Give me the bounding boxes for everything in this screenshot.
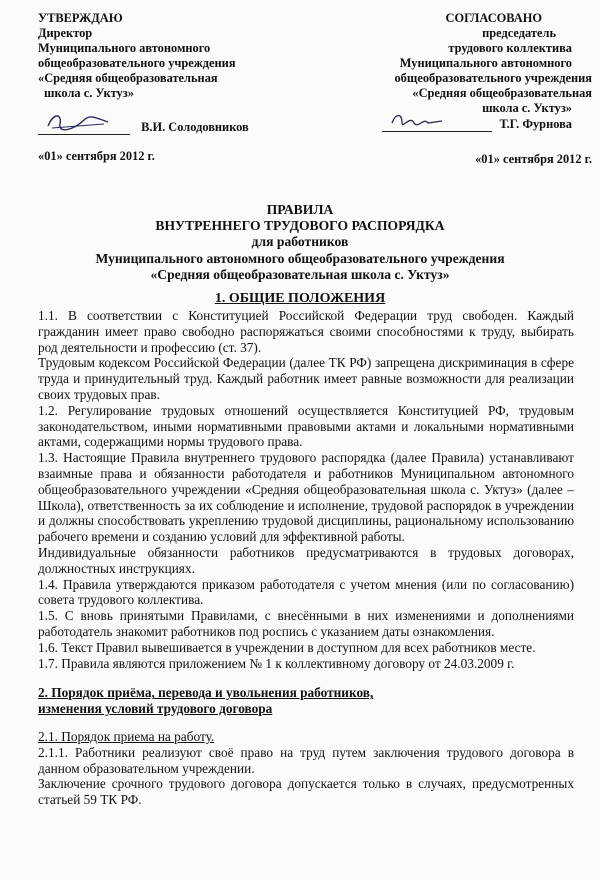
paragraph: Заключение срочного трудового договора допускается только в случаях, предусмотренных статьей 59 ТК РФ. — [38, 776, 574, 808]
signature-scribble-icon — [388, 109, 448, 131]
paragraph: Трудовым кодексом Российской Федерации (далее ТК РФ) запрещена дискриминация в сфере труда и принудительный труд. Каждый работник имеет равные возможности для реализации своих трудовых прав. — [38, 355, 574, 402]
approval-org-line: общеобразовательного учреждения — [38, 56, 236, 70]
agreement-org-line: «Средняя общеобразовательная — [412, 86, 592, 100]
paragraph: 1.7. Правила являются приложением № 1 к коллективному договору от 24.03.2009 г. — [38, 655, 515, 671]
agreement-org-line: Муниципального автономного — [399, 56, 572, 70]
approval-org-line: «Средняя общеобразовательная — [38, 71, 218, 85]
approval-heading: УТВЕРЖДАЮ — [38, 11, 123, 25]
paragraph: 2.1.1. Работники реализуют своё право на труд путем заключения трудового договора в данном образовательном учреждении. — [38, 744, 574, 776]
title-line: ВНУТРЕННЕГО ТРУДОВОГО РАСПОРЯДКА — [155, 218, 445, 234]
title-line: для работников — [251, 234, 349, 250]
agreement-org-line: школа с. Уктуз» — [482, 101, 572, 115]
chair-signature — [382, 117, 492, 132]
paragraph: 1.2. Регулирование трудовых отношений осуществляется Конституцией РФ, трудовым законодательством, иными нормативными правовыми актами и локальными нормативными актами, содержащими нормы трудового права. — [38, 402, 574, 450]
paragraph: 1.3. Настоящие Правила внутреннего трудового распорядка (далее Правила) устанавливают взаимные права и обязанности работодателя и работников Муниципальном автономного общеобразовательного учреждении «Средняя общеобразовательная школа с. Уктуз» (далее – Школа), ответственность за их соблюдение и исполнение, трудовой распорядок в учреждении и должны способствовать укреплению трудовой дисциплины, рациональному использованию рабочего времени и созданию условий для эффективной работы. — [38, 450, 574, 545]
agreement-block — [330, 11, 592, 167]
approval-date: «01» сентября 2012 г. — [38, 149, 155, 163]
agreement-org-line: общеобразовательного учреждения — [394, 71, 592, 85]
section-1-heading: 1. ОБЩИЕ ПОЛОЖЕНИЯ — [214, 291, 386, 306]
title-line: Муниципального автономного общеобразовательного учреждения — [95, 250, 505, 266]
title-line: «Средняя общеобразовательная школа с. Уктуз» — [150, 266, 450, 282]
agreement-position: председатель — [482, 26, 556, 40]
paragraph: Индивидуальные обязанности работников предусматриваются в трудовых договорах, должностных инструкциях. — [38, 544, 574, 576]
approval-block — [38, 11, 288, 164]
section-2-heading: 2. Порядок приёма, перевода и увольнения работников, изменения условий трудового договора — [38, 685, 374, 717]
approval-org-line: Муниципального автономного — [38, 41, 211, 55]
director-signature — [38, 120, 130, 135]
approval-org-line: школа с. Уктуз» — [44, 86, 134, 100]
agreement-date: «01» сентября 2012 г. — [475, 152, 592, 166]
title-line: ПРАВИЛА — [266, 202, 334, 217]
approval-position: Директор — [38, 26, 93, 40]
subsection-heading: 2.1. Порядок приема на работу. — [38, 728, 215, 744]
agreement-heading: СОГЛАСОВАНО — [445, 11, 542, 25]
chair-name: Т.Г. Фурнова — [499, 117, 572, 131]
paragraph: 1.6. Текст Правил вывешивается в учреждении в доступном для всех работников месте. — [38, 639, 536, 655]
signature-scribble-icon — [44, 108, 114, 134]
agreement-position: трудового коллектива — [448, 41, 572, 55]
paragraph: 1.1. В соответствии с Конституцией Российской Федерации труд свободен. Каждый гражданин имеет право свободно распоряжаться своими способностями к труду, выбирать род деятельности и профессию (ст. 37). — [38, 308, 574, 355]
paragraph: 1.4. Правила утверждаются приказом работодателя с учетом мнения (или по согласованию) совета трудового коллектива. — [38, 576, 574, 608]
director-name: В.И. Солодовников — [141, 120, 249, 134]
section-1-body — [38, 308, 574, 808]
paragraph: 1.5. С вновь принятыми Правилами, с внесёнными в них изменениями и дополнениями работодатель знакомит работников под роспись с указанием даты ознакомления. — [38, 608, 574, 639]
document-title — [60, 202, 540, 283]
